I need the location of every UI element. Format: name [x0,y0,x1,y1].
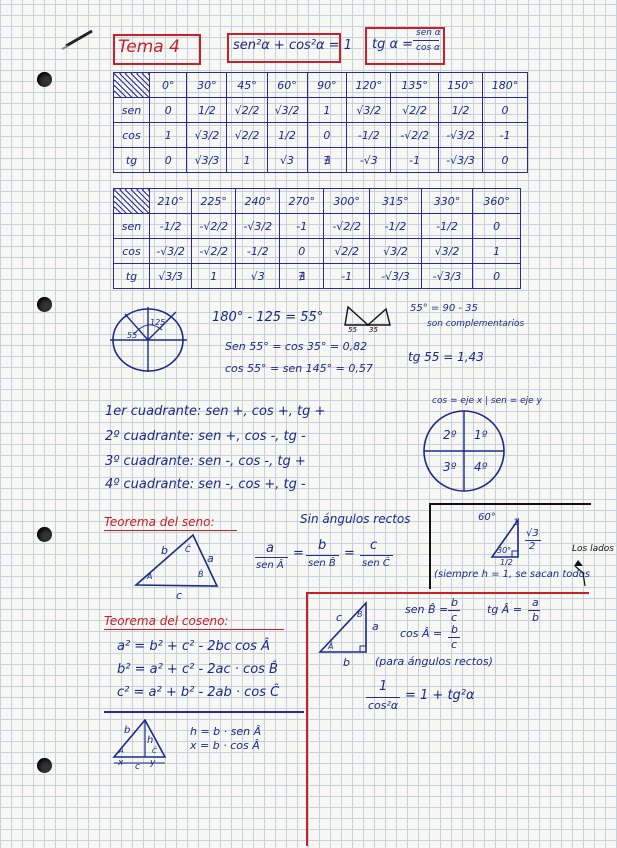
table-cell: √2/2 [324,239,370,264]
circle-q3: 3º [443,460,457,474]
table-cell: 0 [149,148,186,173]
table-header-cell: 270° [280,189,324,214]
circle-q4: 4º [474,460,488,474]
rt-side-b: b [343,656,350,669]
supplementary-equation: 180° - 125 = 55° [212,310,324,325]
ht-side-b: b [124,725,131,736]
rt-sen-num: b [451,596,458,609]
rt-side-c: c [336,611,343,624]
equals: = [344,546,355,561]
table-cell: √2/2 [391,98,439,123]
special-note: (siempre h = 1, se sacan todos [434,569,591,580]
table-cell: -1/2 [236,239,280,264]
table-cell: -√3/3 [370,264,422,289]
rt-angle-b: B̂ [357,610,363,619]
table-header-cell: 300° [324,189,370,214]
tri-label-35: 35 [369,326,378,334]
special-base: 1/2 [500,558,513,567]
table-header-cell: 330° [421,189,473,214]
tri-side-b: b [161,544,168,557]
rt-cos-num: b [451,623,458,636]
special-note-side: Los lados [572,544,614,554]
rt-identity-rhs: = 1 + tg²α [405,688,475,703]
quadrant-3: 3º cuadrante: sen -, cos -, tg + [105,454,306,469]
pythag-identity: sen²α + cos²α = 1 [233,38,353,53]
tri-angle-a: Â [147,572,153,581]
table-row-label: cos [114,123,150,148]
rt-tg-label: tg Â = [487,603,523,616]
table-cell: -1 [280,214,324,239]
equals: = [293,546,304,561]
table-cell: 0 [307,123,347,148]
table-header-cell: 30° [187,73,227,98]
table-header-cell: 240° [236,189,280,214]
table-cell: 0 [473,214,521,239]
table-cell: -1/2 [421,214,473,239]
cosine-formula-a: a² = b² + c² - 2bc cos Â [117,639,270,654]
sine-c: c [370,538,378,553]
table-cell: √3/2 [370,239,422,264]
rt-identity-den: cos²α [368,699,399,712]
table-header-cell: 210° [149,189,191,214]
tg-identity-num: sen α [416,28,441,38]
table-row-label: tg [114,148,150,173]
table-cell: 0 [473,264,521,289]
circle-q2: 2º [443,428,457,442]
table-cell: √3/3 [187,148,227,173]
table-header-cell: 315° [370,189,422,214]
table-cell: ∄ [280,264,324,289]
table-header-cell: 180° [483,73,528,98]
table-cell: -√2/2 [192,214,236,239]
ht-c: c [135,762,140,772]
table-cell: -√3/3 [421,264,473,289]
rt-cos-label: cos Â = [400,627,443,640]
table-cell: √3/2 [421,239,473,264]
tri-label-55: 55 [348,326,357,334]
complementary-note: son complementarios [427,319,525,329]
tri-side-c: c [176,589,183,602]
table-header-cell: 60° [267,73,307,98]
tg-identity-den: cos α [416,43,440,53]
ht-x: x [118,758,124,768]
quadrant-1: 1er cuadrante: sen +, cos +, tg + [105,404,326,419]
rt-tg-den: b [532,611,539,624]
table-row-label: sen [114,214,150,239]
ht-height: h [147,735,154,746]
table-cell: √2/2 [227,123,267,148]
table-header-cell: 45° [227,73,267,98]
table-cell: 1 [192,264,236,289]
table-cell: -√3 [347,148,391,173]
table-cell: 0 [280,239,324,264]
table-cell: -√2/2 [192,239,236,264]
table-cell: √3 [267,148,307,173]
ht-h-formula: h = b · sen Â [190,725,262,738]
special-hyp: 1 [513,518,519,528]
complementary-equation: 55° = 90 - 35 [410,303,478,314]
table-cell: √2/2 [227,98,267,123]
table-cell: 1 [307,98,347,123]
table-cell: -1 [324,264,370,289]
sine-sen-a: sen Â [256,560,284,571]
quadrant-2: 2º cuadrante: sen +, cos -, tg - [105,429,306,444]
circle-q1: 1º [474,428,488,442]
table-cell: ∄ [307,148,347,173]
table-cell: √3/2 [347,98,391,123]
cosine-formula-b: b² = a² + c² - 2ac · cos B̂ [117,662,278,677]
table-header-cell: 225° [192,189,236,214]
sen-55-line: Sen 55° = cos 35° = 0,82 [225,340,368,353]
table-cell: 1/2 [439,98,483,123]
rt-sen-den: c [451,611,458,624]
table-cell: √3/3 [149,264,191,289]
table-cell: -√3/3 [439,148,483,173]
sine-b: b [318,538,327,553]
table-cell: 1 [149,123,186,148]
special-side-den: 2 [529,541,536,552]
sine-theorem-note: Sin ángulos rectos [300,512,411,526]
table-header-cell: 150° [439,73,483,98]
circle-angle-55: 55 [127,331,138,340]
table-cell: -√3/2 [236,214,280,239]
cos-55-line: cos 55° = sen 145° = 0,57 [225,362,373,375]
table-row-label: cos [114,239,150,264]
table-cell: √3/2 [267,98,307,123]
table-cell: 1/2 [187,98,227,123]
tri-side-a: a [207,552,214,565]
table-cell: 1 [227,148,267,173]
sine-sen-b: sen B̂ [308,558,336,569]
table-cell: -1 [483,123,528,148]
table-cell: 0 [149,98,186,123]
table-cell: -√2/2 [324,214,370,239]
table-header-cell: 360° [473,189,521,214]
ht-angle-c: Ĉ [152,747,157,755]
table-cell: -1 [391,148,439,173]
tg-identity-label: tg α = [372,37,414,52]
tri-angle-b: B̂ [198,570,204,579]
circle-angle-125: 125 [150,318,166,327]
table-cell: 1 [473,239,521,264]
tg-55-line: tg 55 = 1,43 [408,350,484,364]
rt-side-a: a [372,620,379,633]
table-cell: -1/2 [347,123,391,148]
table-row-label: tg [114,264,150,289]
table-header-cell: 135° [391,73,439,98]
special-angle-30: 30° [497,546,512,555]
table-cell: -1/2 [370,214,422,239]
special-side-root3: √3 [526,528,539,539]
table-row-label: sen [114,98,150,123]
axes-note: cos = eje x | sen = eje y [432,396,542,406]
rt-note: (para ángulos rectos) [375,655,493,668]
special-angle-60: 60° [478,512,496,523]
sine-sen-c: sen Ĉ [362,558,390,569]
cosine-formula-c: c² = a² + b² - 2ab · cos Ĉ [117,685,280,700]
rt-sen-label: sen B̂ = [405,603,449,616]
page-title: Tema 4 [118,37,180,57]
cosine-theorem-title: Teorema del coseno: [104,614,229,628]
rt-cos-den: c [451,638,458,651]
table-cell: 1/2 [267,123,307,148]
sine-a: a [266,541,274,556]
table-header-cell: 120° [347,73,391,98]
rt-angle-a: Â [328,642,334,651]
ht-angle-a: Â [119,747,124,755]
table-cell: 0 [483,98,528,123]
table-cell: √3 [236,264,280,289]
rt-tg-num: a [532,596,539,609]
table-cell: 0 [483,148,528,173]
table-cell: -√3/2 [439,123,483,148]
sine-theorem-title: Teorema del seno: [104,515,215,529]
table-cell: √3/2 [187,123,227,148]
table-cell: -√2/2 [391,123,439,148]
table-header-cell: 90° [307,73,347,98]
table-header-cell: 0° [149,73,186,98]
quadrant-4: 4º cuadrante: sen -, cos +, tg - [105,477,306,492]
table-cell: -√3/2 [149,239,191,264]
ht-x-formula: x = b · cos Â [190,739,260,752]
rt-identity-num: 1 [379,679,388,694]
table-cell: -1/2 [149,214,191,239]
tri-angle-c: Ĉ [185,545,191,554]
ht-y: y [150,758,156,768]
